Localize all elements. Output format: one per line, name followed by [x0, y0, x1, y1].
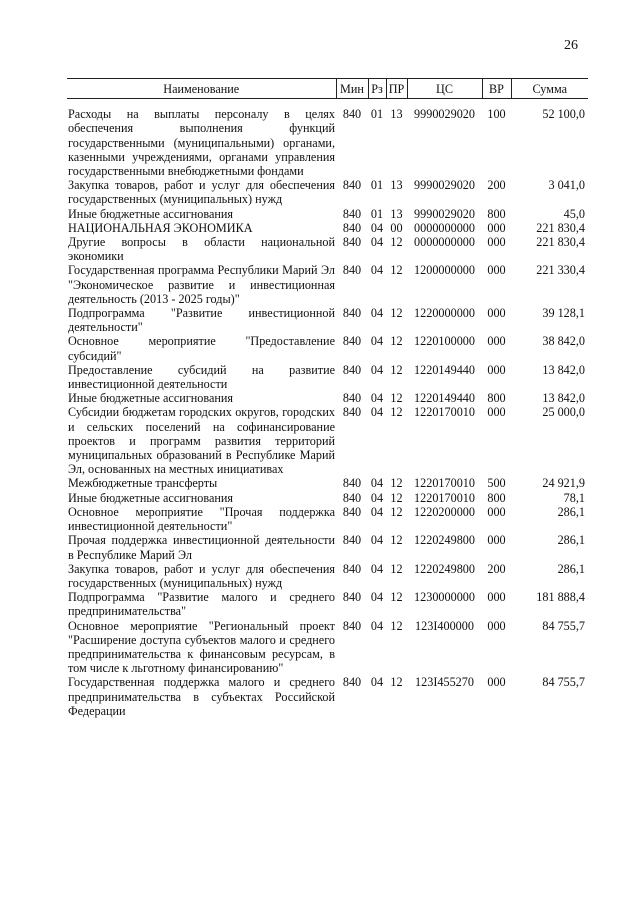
cell-rz: 04 [370, 263, 384, 278]
cell-vr: 200 [487, 178, 506, 193]
table-row [67, 476, 588, 490]
cell-name: Государственная программа Республики Марий Эл "Экономическое развитие и инвестиционная деятельность (2013 - 2025 годы)" [68, 263, 335, 306]
cell-sum: 13 842,0 [542, 362, 585, 377]
header-sum: Сумма [511, 79, 588, 99]
table-row [67, 590, 588, 618]
cell-sum: 13 842,0 [542, 391, 585, 406]
cell-rz: 04 [370, 590, 384, 605]
cell-pr: 12 [390, 561, 403, 576]
cell-pr: 12 [390, 334, 403, 349]
cell-rz: 04 [370, 561, 384, 576]
cell-cs: 1220000000 [414, 306, 475, 321]
cell-sum: 25 000,0 [542, 405, 585, 420]
table-header-row [67, 79, 588, 99]
table-row [67, 221, 588, 235]
cell-rz: 04 [370, 504, 384, 519]
cell-cs: 1220249800 [414, 561, 475, 576]
cell-min: 840 [342, 476, 362, 491]
cell-vr: 000 [487, 405, 506, 420]
cell-pr: 12 [390, 490, 403, 505]
cell-min: 840 [342, 490, 362, 505]
cell-min: 840 [342, 107, 362, 122]
cell-rz: 04 [370, 306, 384, 321]
cell-cs: 1220170010 [414, 405, 475, 420]
table-row [67, 405, 588, 476]
cell-vr: 000 [487, 334, 506, 349]
cell-sum: 39 128,1 [542, 306, 585, 321]
header-min: Мин [336, 79, 368, 99]
cell-vr: 000 [487, 504, 506, 519]
cell-cs: 9990029020 [414, 107, 475, 122]
cell-vr: 800 [487, 206, 506, 221]
cell-name: Закупка товаров, работ и услуг для обеспечения государственных (муниципальных) нужд [68, 561, 335, 590]
cell-min: 840 [342, 618, 362, 633]
cell-cs: 1230000000 [414, 590, 475, 605]
cell-vr: 000 [487, 618, 506, 633]
cell-min: 840 [342, 590, 362, 605]
table-row [67, 178, 588, 206]
cell-name: Иные бюджетные ассигнования [68, 490, 234, 505]
cell-min: 840 [342, 178, 362, 193]
cell-vr: 200 [487, 561, 506, 576]
cell-rz: 04 [370, 675, 384, 690]
cell-min: 840 [342, 220, 362, 235]
table-row [67, 263, 588, 306]
cell-pr: 12 [390, 675, 403, 690]
cell-vr: 000 [487, 675, 506, 690]
cell-rz: 04 [370, 618, 384, 633]
table-row [67, 619, 588, 676]
cell-name: Предоставление субсидий на развитие инвестиционной деятельности [68, 362, 335, 392]
cell-name: Подпрограмма "Развитие инвестиционной деятельности" [68, 306, 335, 335]
cell-min: 840 [342, 206, 362, 221]
cell-cs: 1200000000 [414, 263, 475, 278]
table-row [67, 99, 588, 179]
cell-rz: 01 [370, 178, 384, 193]
cell-vr: 000 [487, 263, 506, 278]
cell-sum: 286,1 [557, 504, 585, 519]
cell-min: 840 [342, 306, 362, 321]
cell-sum: 52 100,0 [542, 107, 585, 122]
cell-pr: 12 [390, 391, 403, 406]
cell-pr: 00 [390, 220, 403, 235]
cell-sum: 286,1 [557, 561, 585, 576]
cell-cs: 9990029020 [414, 206, 475, 221]
cell-cs: 1220200000 [414, 504, 475, 519]
cell-pr: 12 [390, 362, 403, 377]
cell-sum: 181 888,4 [536, 590, 585, 605]
cell-sum: 3 041,0 [548, 178, 585, 193]
cell-min: 840 [342, 533, 362, 548]
cell-pr: 12 [390, 504, 403, 519]
cell-cs: 1220170010 [414, 476, 475, 491]
cell-sum: 221 830,4 [536, 235, 585, 250]
table-row [67, 675, 588, 718]
cell-rz: 01 [370, 107, 384, 122]
cell-rz: 04 [370, 362, 384, 377]
cell-cs: 1220170010 [414, 490, 475, 505]
cell-rz: 04 [370, 235, 384, 250]
cell-min: 840 [342, 561, 362, 576]
cell-name: Межбюджетные трансферты [68, 476, 218, 491]
table-row [67, 533, 588, 561]
cell-pr: 12 [390, 618, 403, 633]
table-row [67, 235, 588, 263]
cell-pr: 13 [390, 107, 403, 122]
cell-sum: 38 842,0 [542, 334, 585, 349]
cell-name: Прочая поддержка инвестиционной деятельности в Республике Марий Эл [68, 533, 335, 562]
cell-pr: 12 [390, 533, 403, 548]
cell-rz: 04 [370, 391, 384, 406]
budget-table [67, 78, 588, 718]
cell-vr: 000 [487, 235, 506, 250]
cell-name: Иные бюджетные ассигнования [68, 206, 234, 221]
cell-pr: 12 [390, 405, 403, 420]
cell-rz: 04 [370, 476, 384, 491]
cell-vr: 800 [487, 490, 506, 505]
cell-min: 840 [342, 405, 362, 420]
cell-name: НАЦИОНАЛЬНАЯ ЭКОНОМИКА [68, 220, 253, 235]
header-rz: Рз [368, 79, 386, 99]
cell-name: Расходы на выплаты персоналу в целях обеспечения выполнения функций государственными (муниципальными) органами, казенными учреждениями, органами управления государственными внебюджетными фондами [68, 107, 335, 179]
cell-sum: 221 330,4 [536, 263, 585, 278]
cell-rz: 01 [370, 206, 384, 221]
cell-cs: 9990029020 [414, 178, 475, 193]
cell-sum: 84 755,7 [542, 675, 585, 690]
cell-cs: 1220249800 [414, 533, 475, 548]
cell-name: Закупка товаров, работ и услуг для обеспечения государственных (муниципальных) нужд [68, 178, 335, 207]
cell-name: Основное мероприятие "Региональный проект "Расширение доступа субъектов малого и среднего предпринимательства к финансовым ресурсам, в том числе к льготному финансированию" [68, 618, 335, 676]
cell-sum: 221 830,4 [536, 220, 585, 235]
cell-min: 840 [342, 362, 362, 377]
table-row [67, 334, 588, 362]
cell-rz: 04 [370, 533, 384, 548]
cell-cs: 0000000000 [414, 235, 475, 250]
cell-rz: 04 [370, 220, 384, 235]
cell-pr: 12 [390, 590, 403, 605]
cell-min: 840 [342, 675, 362, 690]
cell-rz: 04 [370, 334, 384, 349]
cell-vr: 800 [487, 391, 506, 406]
cell-sum: 84 755,7 [542, 618, 585, 633]
header-vr: ВР [482, 79, 511, 99]
cell-cs: 123I455270 [415, 675, 474, 690]
table-row [67, 491, 588, 505]
cell-vr: 000 [487, 590, 506, 605]
cell-name: Субсидии бюджетам городских округов, городских и сельских поселений на софинансирование проектов и программ развития территорий муниципальных образований в Республике Марий Эл, основанных на местных инициативах [68, 405, 335, 477]
cell-pr: 12 [390, 306, 403, 321]
cell-cs: 1220149440 [414, 362, 475, 377]
cell-name: Государственная поддержка малого и среднего предпринимательства в субъектах Российской Федерации [68, 675, 335, 718]
cell-name: Иные бюджетные ассигнования [68, 391, 234, 406]
cell-pr: 12 [390, 476, 403, 491]
table-row [67, 363, 588, 391]
cell-sum: 24 921,9 [542, 476, 585, 491]
cell-cs: 1220100000 [414, 334, 475, 349]
cell-pr: 12 [390, 263, 403, 278]
cell-min: 840 [342, 334, 362, 349]
cell-vr: 000 [487, 362, 506, 377]
cell-cs: 0000000000 [414, 220, 475, 235]
cell-vr: 000 [487, 306, 506, 321]
table-body [67, 99, 588, 718]
table-row [67, 306, 588, 334]
cell-vr: 500 [487, 476, 506, 491]
cell-name: Основное мероприятие "Прочая поддержка инвестиционной деятельности" [68, 504, 335, 534]
table-row [67, 391, 588, 405]
cell-pr: 12 [390, 235, 403, 250]
cell-cs: 123I400000 [415, 618, 474, 633]
cell-cs: 1220149440 [414, 391, 475, 406]
cell-sum: 45,0 [563, 206, 585, 221]
header-name: Наименование [67, 79, 336, 99]
cell-rz: 04 [370, 405, 384, 420]
page-number: 26 [564, 38, 578, 53]
table-row [67, 505, 588, 533]
cell-min: 840 [342, 391, 362, 406]
cell-min: 840 [342, 235, 362, 250]
cell-pr: 13 [390, 206, 403, 221]
cell-vr: 100 [487, 107, 506, 122]
cell-sum: 286,1 [557, 533, 585, 548]
cell-name: Подпрограмма "Развитие малого и среднего предпринимательства" [68, 590, 335, 619]
table-row [67, 207, 588, 221]
header-cs: ЦС [407, 79, 482, 99]
header-pr: ПР [386, 79, 407, 99]
cell-min: 840 [342, 504, 362, 519]
cell-rz: 04 [370, 490, 384, 505]
cell-vr: 000 [487, 533, 506, 548]
table-row [67, 562, 588, 590]
cell-pr: 13 [390, 178, 403, 193]
cell-min: 840 [342, 263, 362, 278]
cell-name: Основное мероприятие "Предоставление субсидий" [68, 334, 335, 363]
cell-sum: 78,1 [563, 490, 585, 505]
cell-vr: 000 [487, 220, 506, 235]
cell-name: Другие вопросы в области национальной экономики [68, 235, 335, 264]
